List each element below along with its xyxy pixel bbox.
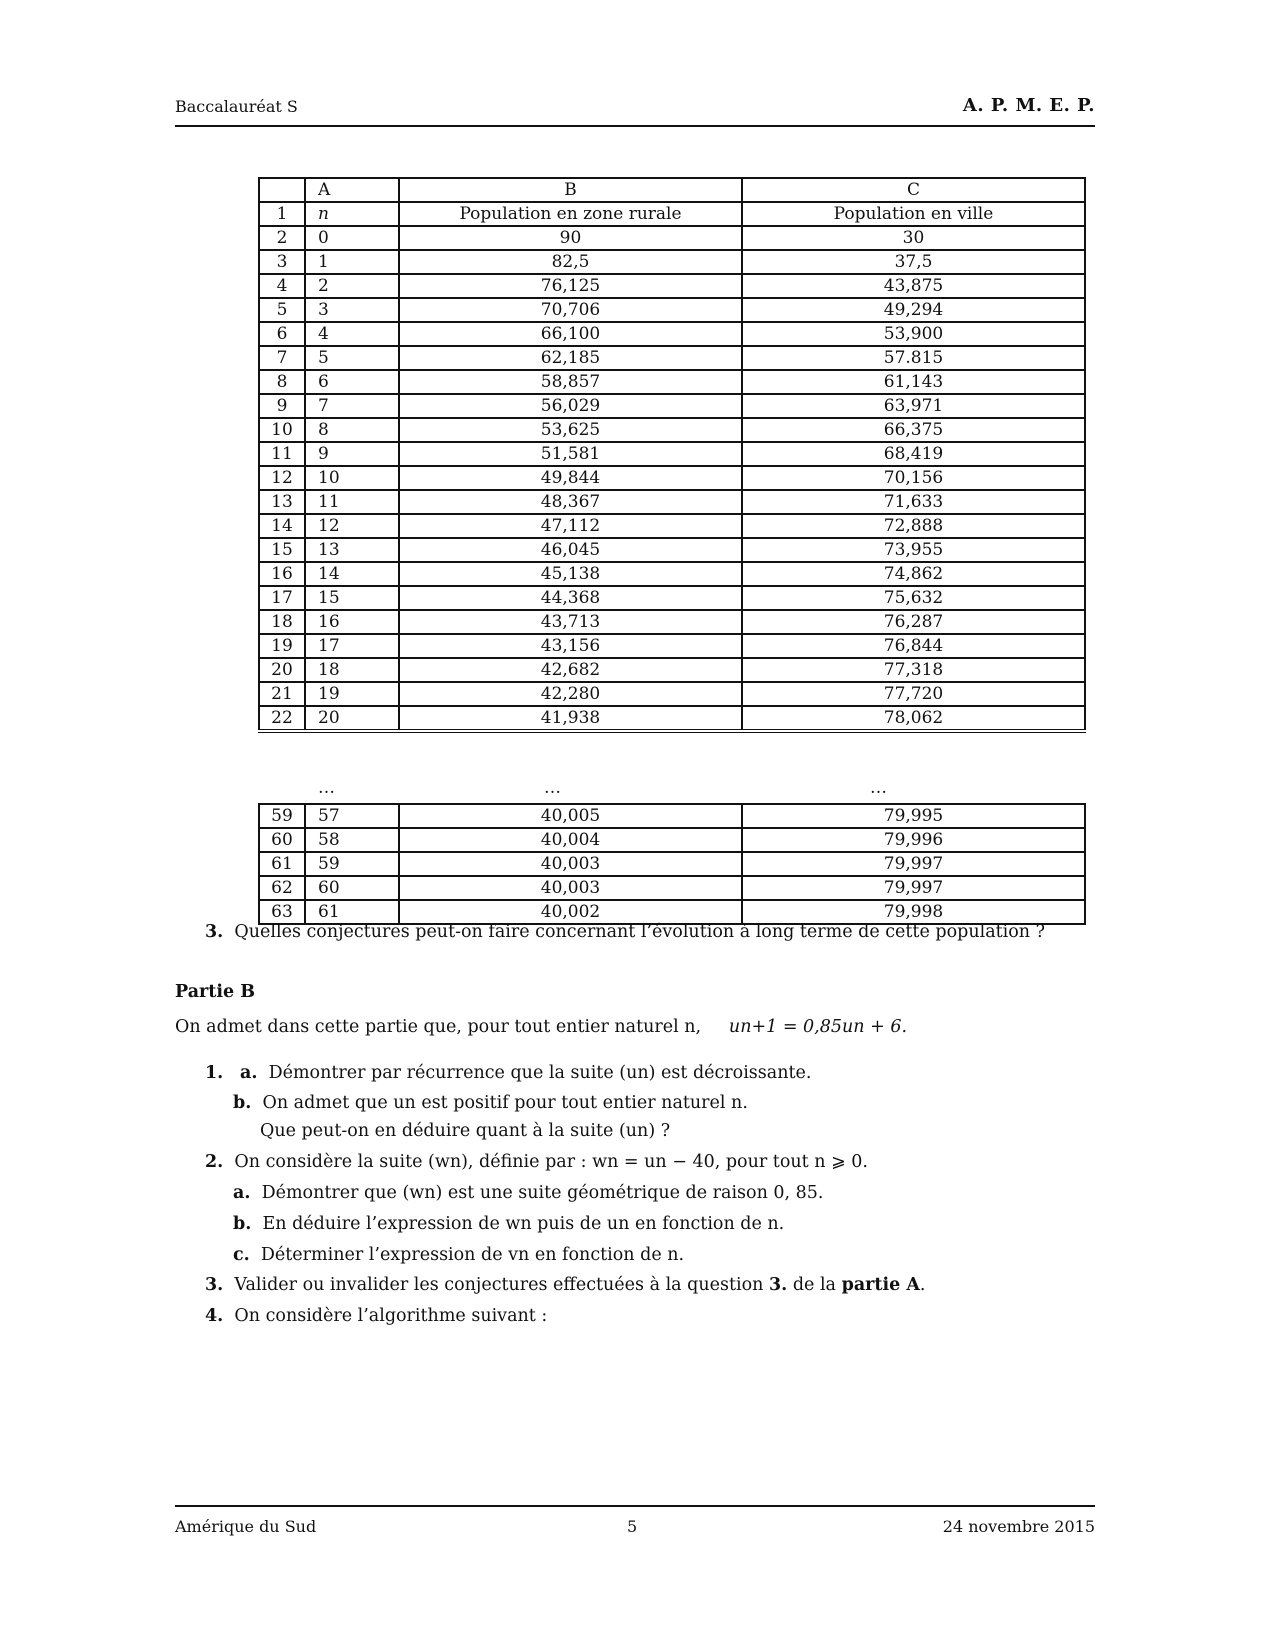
table-cell: 12 — [305, 514, 399, 538]
table-cell: 82,5 — [399, 250, 742, 274]
q4: 4. On considère l’algorithme suivant : — [205, 1306, 548, 1326]
table-cell: 58,857 — [399, 370, 742, 394]
question-3-text: Quelles conjectures peut-on faire concernant l’évolution à long terme de cette population ? — [234, 922, 1046, 942]
table-cell: 2 — [259, 226, 305, 250]
table-cell: 45,138 — [399, 562, 742, 586]
table-cell: 71,633 — [742, 490, 1085, 514]
table-row — [259, 346, 1085, 370]
table-row — [259, 226, 1085, 250]
table-cell: 60 — [305, 876, 399, 900]
table-cell: 2 — [305, 274, 399, 298]
footer-left: Amérique du Sud — [175, 1517, 317, 1536]
table-cell: 3 — [305, 298, 399, 322]
partie-b-title: Partie B — [175, 982, 255, 1002]
table-row — [259, 876, 1085, 900]
table-cell: 43,156 — [399, 634, 742, 658]
table-cell: 57.815 — [742, 346, 1085, 370]
table-cell: 46,045 — [399, 538, 742, 562]
table-row — [259, 828, 1085, 852]
table-row — [259, 658, 1085, 682]
table-cell: 66,375 — [742, 418, 1085, 442]
table-row — [259, 538, 1085, 562]
table-cell: 13 — [259, 490, 305, 514]
table-cell: 43,875 — [742, 274, 1085, 298]
table-cell: 1 — [259, 202, 305, 226]
table-cell: 19 — [259, 634, 305, 658]
table-cell: 21 — [259, 682, 305, 706]
table-cell: 79,998 — [742, 900, 1085, 924]
table-row — [259, 322, 1085, 346]
table-row — [259, 610, 1085, 634]
q2-b: b. En déduire l’expression de wn puis de un en fonction de n. — [233, 1214, 785, 1234]
table-cell: 18 — [305, 658, 399, 682]
spreadsheet-table — [258, 177, 1086, 733]
table-cell: 56,029 — [399, 394, 742, 418]
table-cell: 3 — [259, 250, 305, 274]
table-cell: 11 — [305, 490, 399, 514]
table-cell: 41,938 — [399, 706, 742, 731]
table-cell: 4 — [305, 322, 399, 346]
table-cell: 5 — [305, 346, 399, 370]
column-letter-cell — [259, 178, 305, 202]
table-cell: 40,005 — [399, 804, 742, 828]
table-row — [259, 466, 1085, 490]
table-cell: 9 — [259, 394, 305, 418]
table-row — [259, 586, 1085, 610]
table-cell: 11 — [259, 442, 305, 466]
table-cell: 6 — [305, 370, 399, 394]
table-cell: 51,581 — [399, 442, 742, 466]
table-cell: 49,844 — [399, 466, 742, 490]
column-letter-cell: C — [742, 178, 1085, 202]
column-letter-row — [259, 178, 1085, 202]
q1-b-continued: Que peut-on en déduire quant à la suite (un) ? — [260, 1121, 671, 1141]
table-cell: 57 — [305, 804, 399, 828]
table-row — [259, 682, 1085, 706]
table-cell: 59 — [305, 852, 399, 876]
table-cell: 74,862 — [742, 562, 1085, 586]
table-cell: 79,995 — [742, 804, 1085, 828]
table-cell: 61 — [305, 900, 399, 924]
table-cell: 15 — [259, 538, 305, 562]
table-cell: 4 — [259, 274, 305, 298]
table-cell: 48,367 — [399, 490, 742, 514]
table-cell: 79,997 — [742, 876, 1085, 900]
table-cell: 42,682 — [399, 658, 742, 682]
table-cell: 76,287 — [742, 610, 1085, 634]
table-cell: 42,280 — [399, 682, 742, 706]
spreadsheet-table-continued — [258, 803, 1086, 925]
table-cell: Population en ville — [742, 202, 1085, 226]
q2-a: a. Démontrer que (wn) est une suite géométrique de raison 0, 85. — [233, 1183, 824, 1203]
table-cell: 43,713 — [399, 610, 742, 634]
table-row — [259, 418, 1085, 442]
table-cell: 10 — [305, 466, 399, 490]
column-letter-cell: A — [305, 178, 399, 202]
table-cell: 79,997 — [742, 852, 1085, 876]
table-cell: 60 — [259, 828, 305, 852]
table-cell: 53,625 — [399, 418, 742, 442]
table-cell: 62 — [259, 876, 305, 900]
table-row — [259, 274, 1085, 298]
table-ellipsis-row — [258, 778, 1074, 802]
q1-a: 1. a. Démontrer par récurrence que la suite (un) est décroissante. — [205, 1063, 812, 1083]
table-cell: 9 — [305, 442, 399, 466]
page-header — [175, 97, 1095, 127]
table-cell: 6 — [259, 322, 305, 346]
table-cell: 40,003 — [399, 876, 742, 900]
table-cell: 66,100 — [399, 322, 742, 346]
table-cell: 13 — [305, 538, 399, 562]
table-cell: 70,156 — [742, 466, 1085, 490]
table-row — [259, 442, 1085, 466]
table-cell: 20 — [305, 706, 399, 731]
ellipsis-b: … — [544, 778, 561, 798]
table-row — [259, 562, 1085, 586]
table-cell: 8 — [305, 418, 399, 442]
ellipsis-c: … — [870, 778, 887, 798]
table-cell: 15 — [305, 586, 399, 610]
table-cell: 63 — [259, 900, 305, 924]
table-cell: 17 — [259, 586, 305, 610]
table-cell: 5 — [259, 298, 305, 322]
table-cell: 70,706 — [399, 298, 742, 322]
table-cell: 77,318 — [742, 658, 1085, 682]
table-row — [259, 706, 1085, 731]
table-cell: 7 — [305, 394, 399, 418]
table-cell: 8 — [259, 370, 305, 394]
table-cell: 49,294 — [742, 298, 1085, 322]
table-row — [259, 394, 1085, 418]
table-cell: 77,720 — [742, 682, 1085, 706]
header-right: A. P. M. E. P. — [962, 95, 1095, 116]
table-cell: 40,003 — [399, 852, 742, 876]
table-cell: 14 — [259, 514, 305, 538]
table-row — [259, 852, 1085, 876]
table-cell: 72,888 — [742, 514, 1085, 538]
table-cell: 14 — [305, 562, 399, 586]
table-cell: 73,955 — [742, 538, 1085, 562]
header-left: Baccalauréat S — [175, 97, 298, 116]
table-cell: 58 — [305, 828, 399, 852]
table-cell: 59 — [259, 804, 305, 828]
table-cell: 68,419 — [742, 442, 1085, 466]
table-row — [259, 490, 1085, 514]
ellipsis-a: … — [318, 778, 335, 798]
table-cell: 22 — [259, 706, 305, 731]
page-number: 5 — [627, 1517, 638, 1536]
table-cell: 75,632 — [742, 586, 1085, 610]
table-cell: 78,062 — [742, 706, 1085, 731]
table-cell: 40,002 — [399, 900, 742, 924]
q1-b: b. On admet que un est positif pour tout entier naturel n. — [233, 1093, 748, 1113]
table-cell: 76,125 — [399, 274, 742, 298]
table-cell: 79,996 — [742, 828, 1085, 852]
table-cell: 0 — [305, 226, 399, 250]
column-letter-cell: B — [399, 178, 742, 202]
table-cell: 30 — [742, 226, 1085, 250]
table-row — [259, 804, 1085, 828]
question-3: 3. Quelles conjectures peut-on faire concernant l’évolution à long terme de cette population ? — [205, 922, 1046, 942]
q2: 2. On considère la suite (wn), définie par : wn = un − 40, pour tout n ⩾ 0. — [205, 1152, 868, 1172]
table-cell: 76,844 — [742, 634, 1085, 658]
table-row — [259, 202, 1085, 226]
table-row — [259, 250, 1085, 274]
table-cell: 37,5 — [742, 250, 1085, 274]
table-cell: 16 — [259, 562, 305, 586]
recurrence-formula: un+1 = 0,85un + 6. — [728, 1017, 908, 1037]
table-cell: 63,971 — [742, 394, 1085, 418]
table-cell: 18 — [259, 610, 305, 634]
table-cell: n — [305, 202, 399, 226]
table-cell: 61 — [259, 852, 305, 876]
table-row — [259, 634, 1085, 658]
footer-right: 24 novembre 2015 — [942, 1517, 1095, 1536]
table-cell: 53,900 — [742, 322, 1085, 346]
table-cell: 20 — [259, 658, 305, 682]
table-cell: 7 — [259, 346, 305, 370]
page-footer — [175, 1505, 1095, 1537]
partie-b-intro: On admet dans cette partie que, pour tout entier naturel n, un+1 = 0,85un + 6. — [175, 1017, 908, 1037]
table-cell: 61,143 — [742, 370, 1085, 394]
q3: 3. Valider ou invalider les conjectures effectuées à la question 3. de la partie A. — [205, 1275, 926, 1295]
table-cell: Population en zone rurale — [399, 202, 742, 226]
q2-c: c. Déterminer l’expression de vn en fonction de n. — [233, 1245, 685, 1265]
table-cell: 16 — [305, 610, 399, 634]
table-cell: 90 — [399, 226, 742, 250]
table-cell: 19 — [305, 682, 399, 706]
table-cell: 47,112 — [399, 514, 742, 538]
table-row — [259, 298, 1085, 322]
table-cell: 10 — [259, 418, 305, 442]
table-cell: 17 — [305, 634, 399, 658]
table-cell: 62,185 — [399, 346, 742, 370]
table-cell: 12 — [259, 466, 305, 490]
table-row — [259, 514, 1085, 538]
table-cell: 44,368 — [399, 586, 742, 610]
table-cell: 40,004 — [399, 828, 742, 852]
table-row — [259, 370, 1085, 394]
table-cell: 1 — [305, 250, 399, 274]
